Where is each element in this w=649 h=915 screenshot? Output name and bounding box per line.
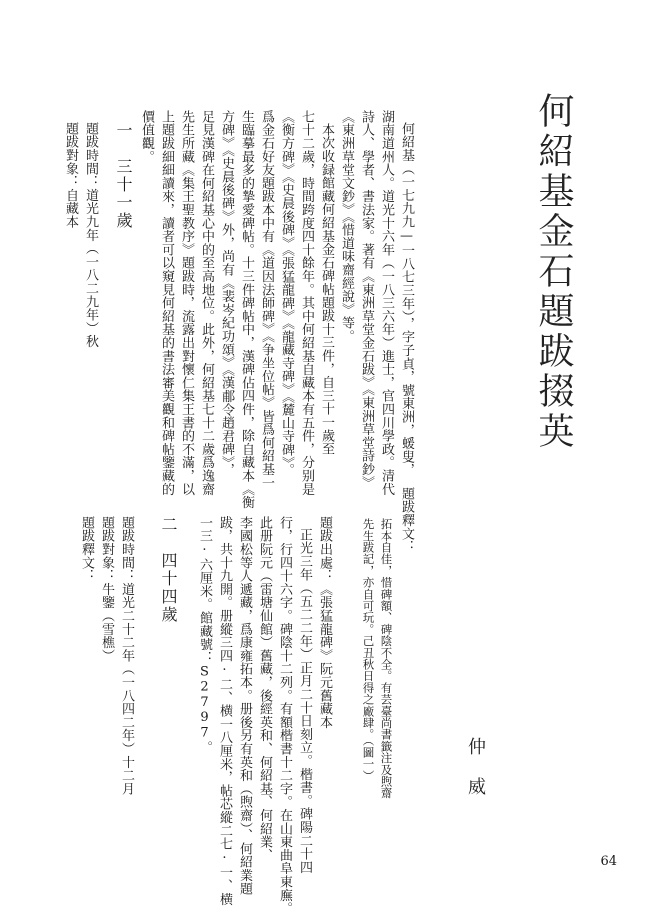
source-col-2: 正光三年（五二二年）正月二十日刻立。楷書。碑陽二十四	[297, 528, 312, 874]
intro-col-12: 先生所藏《集王聖教序》題跋時，流露出對懷仁集王書的不滿，以	[179, 110, 194, 496]
source-col-1: 題跋出處：《張猛龍碑》阮元舊藏本	[317, 516, 332, 729]
intro-col-7: 《衡方碑》《史晨後碑》《張猛龍碑》《龍藏寺碑》《麓山寺碑》。	[279, 110, 294, 477]
intro-col-11: 足見漢碑在何紹基心中的至高地位。此外，何紹基七十二歲爲逸齋	[199, 110, 214, 496]
page-title: 何紹基金石題跋掇英	[533, 92, 574, 452]
intro-col-3: 詩人、學者、書法家。著有《東洲草堂金石跋》《東洲草堂詩鈔》	[359, 110, 374, 490]
source-col-4: 此册阮元（雷塘仙館）舊藏，後經英和、何紹基、何紹業、	[257, 516, 272, 862]
section-1-heading: 一 三十一歲	[114, 122, 133, 230]
intro-col-1: 何紹基（一七九九—一八七三年），字子貞，號東洲，蝯叟，	[399, 122, 414, 477]
section-2-time: 題跋時間：道光二十二年（一八四二年）十二月	[119, 516, 134, 796]
source-col-5: 李國松等人遞藏，爲康雍拓本。册後另有英和（煦齋）、何紹業題	[237, 516, 252, 896]
source-col-3: 行，行四十六字。碑陰十二列。有額楷書十二字。在山東曲阜東廡。	[277, 516, 292, 915]
section-1-object: 題跋對象：自藏本	[63, 122, 78, 229]
transcription-col-2: 先生跋記，亦自可玩。己丑秋日得之廠肆。（圖一）	[361, 518, 376, 782]
section-2-transcription-label: 題跋釋文：	[79, 516, 94, 583]
intro-col-5: 本次收録館藏何紹基金石碑帖題跋十三件，自三十一歲至	[319, 123, 334, 456]
intro-col-2: 湖南道州人。道光十六年（一八三六年）進士，官四川學政。清代	[379, 110, 394, 496]
section-2-heading: 二 四十四歲	[159, 516, 178, 624]
intro-col-9: 生臨摹最多的摯愛碑帖。十三件碑帖中，漢碑佔四件，除自藏本《衡	[239, 110, 254, 509]
section-2-object: 題跋對象：牛鑒（雪樵）	[99, 516, 114, 663]
section-1-time: 題跋時間：道光九年（一八二九年）秋	[83, 122, 98, 349]
transcription-label: 題跋釋文：	[399, 487, 414, 554]
author-name: 仲威	[465, 737, 486, 817]
intro-col-13: 上題跋細細讀來，讀者可以窺見何紹基的書法審美觀和碑帖鑒藏的	[159, 110, 174, 496]
intro-col-10: 方碑》《史晨後碑》外，尚有《裴岑紀功頌》《漢郙令趙君碑》，	[219, 110, 234, 477]
intro-col-6: 七十二歲，時間跨度四十餘年。其中何紹基自藏本有五件，分别是	[299, 110, 314, 496]
source-col-6: 跋，共十九開。册縱三四·二、横一八厘米，帖芯縱二七·一、横	[217, 516, 232, 906]
intro-col-14: 價值觀。	[139, 110, 154, 164]
page-number: 64	[600, 854, 617, 869]
intro-col-8: 爲金石好友題跋本中有《道因法師碑》《争坐位帖》皆爲何紹基一	[259, 110, 274, 490]
source-col-7: 一三·六厘米。館藏號：S2797。	[197, 516, 212, 755]
transcription-col-1: 拓本自佳，惜碑額、碑陰不全。有芸臺尚書籤注及煦齋	[379, 518, 394, 799]
intro-col-4: 《東洲草堂文鈔》《惜道味齋經說》等。	[339, 110, 354, 343]
